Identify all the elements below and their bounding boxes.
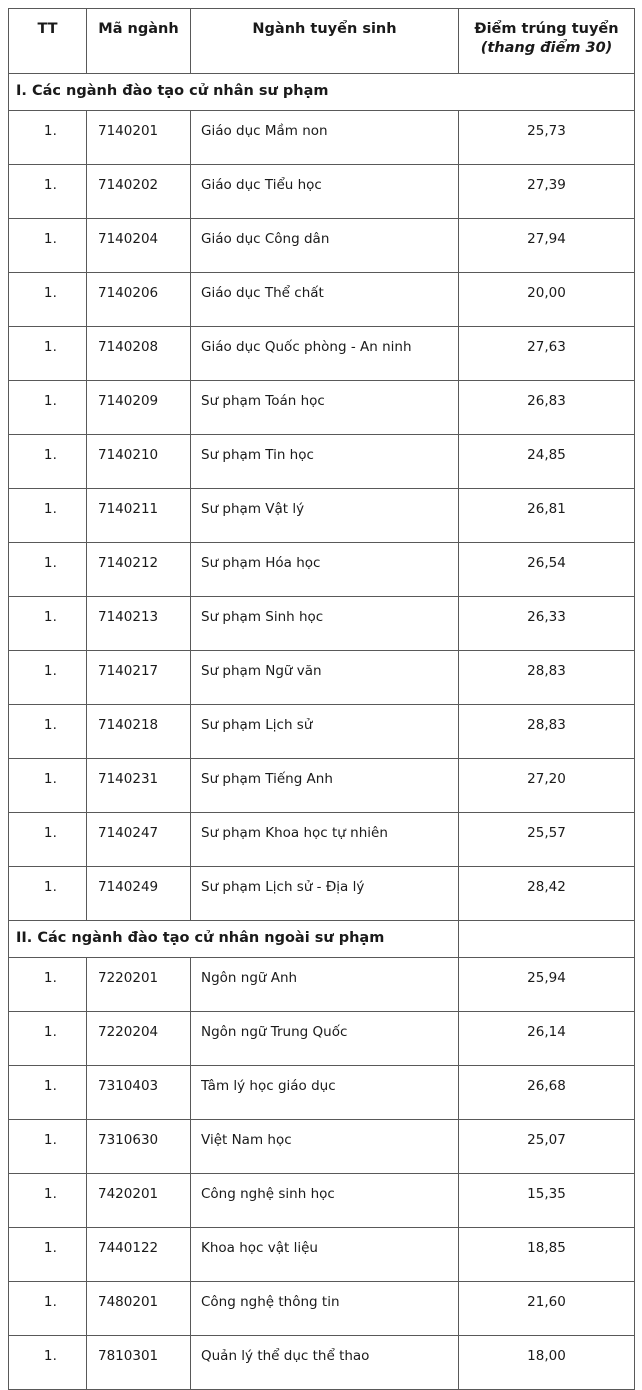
cell-index: 1. bbox=[9, 1336, 87, 1390]
cell-major-name: Tâm lý học giáo dục bbox=[191, 1066, 459, 1120]
cell-major-code: 7220201 bbox=[87, 958, 191, 1012]
table-row bbox=[9, 958, 635, 1012]
cell-major-code: 7140213 bbox=[87, 597, 191, 651]
table-row bbox=[9, 1282, 635, 1336]
table-row bbox=[9, 165, 635, 219]
table-row bbox=[9, 381, 635, 435]
cell-major-code: 7140206 bbox=[87, 273, 191, 327]
cell-major-name: Giáo dục Quốc phòng - An ninh bbox=[191, 327, 459, 381]
cell-score: 25,94 bbox=[459, 958, 635, 1012]
cell-major-code: 7310403 bbox=[87, 1066, 191, 1120]
cell-index: 1. bbox=[9, 867, 87, 921]
cell-score: 26,83 bbox=[459, 381, 635, 435]
table-row bbox=[9, 1228, 635, 1282]
column-header-score bbox=[459, 9, 635, 74]
cell-index: 1. bbox=[9, 1228, 87, 1282]
cell-major-name: Giáo dục Tiểu học bbox=[191, 165, 459, 219]
cell-index: 1. bbox=[9, 543, 87, 597]
cell-score: 21,60 bbox=[459, 1282, 635, 1336]
cell-major-code: 7140211 bbox=[87, 489, 191, 543]
cell-index: 1. bbox=[9, 165, 87, 219]
cell-major-code: 7420201 bbox=[87, 1174, 191, 1228]
cell-major-name: Việt Nam học bbox=[191, 1120, 459, 1174]
cell-score: 18,00 bbox=[459, 1336, 635, 1390]
cell-score: 28,83 bbox=[459, 651, 635, 705]
section-header-score-empty-cell bbox=[459, 921, 635, 958]
section-header-label: I. Các ngành đào tạo cử nhân sư phạm bbox=[9, 74, 635, 111]
cell-index: 1. bbox=[9, 1174, 87, 1228]
table-row bbox=[9, 759, 635, 813]
cell-score: 26,14 bbox=[459, 1012, 635, 1066]
cell-index: 1. bbox=[9, 705, 87, 759]
table-row bbox=[9, 219, 635, 273]
cell-major-code: 7140212 bbox=[87, 543, 191, 597]
cell-major-name: Sư phạm Tin học bbox=[191, 435, 459, 489]
cell-score: 27,63 bbox=[459, 327, 635, 381]
cell-score: 24,85 bbox=[459, 435, 635, 489]
column-header-score-main: Điểm trúng tuyển bbox=[474, 21, 619, 37]
table-row bbox=[9, 1174, 635, 1228]
cell-major-name: Sư phạm Vật lý bbox=[191, 489, 459, 543]
cell-major-name: Công nghệ sinh học bbox=[191, 1174, 459, 1228]
table-row bbox=[9, 435, 635, 489]
table-row bbox=[9, 327, 635, 381]
cell-index: 1. bbox=[9, 958, 87, 1012]
table-row bbox=[9, 111, 635, 165]
cell-index: 1. bbox=[9, 111, 87, 165]
cell-index: 1. bbox=[9, 327, 87, 381]
column-header-score-sublabel: (thang điểm 30) bbox=[480, 40, 613, 57]
cell-index: 1. bbox=[9, 219, 87, 273]
cell-major-name: Sư phạm Ngữ văn bbox=[191, 651, 459, 705]
cell-major-code: 7140210 bbox=[87, 435, 191, 489]
cell-score: 25,73 bbox=[459, 111, 635, 165]
cell-major-code: 7140204 bbox=[87, 219, 191, 273]
cell-score: 15,35 bbox=[459, 1174, 635, 1228]
cell-major-code: 7140217 bbox=[87, 651, 191, 705]
cell-score: 25,57 bbox=[459, 813, 635, 867]
cell-major-code: 7140208 bbox=[87, 327, 191, 381]
cell-index: 1. bbox=[9, 1012, 87, 1066]
cell-major-name: Sư phạm Lịch sử bbox=[191, 705, 459, 759]
cell-major-name: Khoa học vật liệu bbox=[191, 1228, 459, 1282]
cell-score: 27,39 bbox=[459, 165, 635, 219]
cell-major-name: Sư phạm Hóa học bbox=[191, 543, 459, 597]
header-row bbox=[9, 9, 635, 74]
cell-major-code: 7310630 bbox=[87, 1120, 191, 1174]
section-header-row bbox=[9, 921, 635, 958]
table-row bbox=[9, 867, 635, 921]
cell-index: 1. bbox=[9, 435, 87, 489]
cell-major-name: Ngôn ngữ Anh bbox=[191, 958, 459, 1012]
table-row bbox=[9, 1012, 635, 1066]
table-row bbox=[9, 273, 635, 327]
cell-major-code: 7140202 bbox=[87, 165, 191, 219]
cell-score: 26,54 bbox=[459, 543, 635, 597]
cell-major-code: 7140218 bbox=[87, 705, 191, 759]
cell-major-name: Công nghệ thông tin bbox=[191, 1282, 459, 1336]
table-row bbox=[9, 1336, 635, 1390]
cell-major-name: Ngôn ngữ Trung Quốc bbox=[191, 1012, 459, 1066]
cell-major-code: 7480201 bbox=[87, 1282, 191, 1336]
cell-score: 27,94 bbox=[459, 219, 635, 273]
table-row bbox=[9, 813, 635, 867]
cell-index: 1. bbox=[9, 489, 87, 543]
column-header-code: Mã ngành bbox=[87, 9, 191, 74]
cell-major-code: 7440122 bbox=[87, 1228, 191, 1282]
cell-score: 25,07 bbox=[459, 1120, 635, 1174]
cell-major-name: Sư phạm Sinh học bbox=[191, 597, 459, 651]
cell-index: 1. bbox=[9, 759, 87, 813]
cell-major-code: 7140209 bbox=[87, 381, 191, 435]
cell-score: 27,20 bbox=[459, 759, 635, 813]
cell-major-code: 7140247 bbox=[87, 813, 191, 867]
cell-index: 1. bbox=[9, 1066, 87, 1120]
column-header-tt: TT bbox=[9, 9, 87, 74]
cell-index: 1. bbox=[9, 597, 87, 651]
section-header-label: II. Các ngành đào tạo cử nhân ngoài sư phạm bbox=[9, 921, 459, 958]
table-row bbox=[9, 1066, 635, 1120]
cell-score: 20,00 bbox=[459, 273, 635, 327]
cell-index: 1. bbox=[9, 273, 87, 327]
table-row bbox=[9, 597, 635, 651]
table-row bbox=[9, 705, 635, 759]
section-header-row bbox=[9, 74, 635, 111]
cell-major-code: 7140201 bbox=[87, 111, 191, 165]
cell-score: 26,81 bbox=[459, 489, 635, 543]
cell-major-code: 7140231 bbox=[87, 759, 191, 813]
table-row bbox=[9, 489, 635, 543]
table-row bbox=[9, 543, 635, 597]
cell-major-name: Sư phạm Lịch sử - Địa lý bbox=[191, 867, 459, 921]
cell-score: 28,42 bbox=[459, 867, 635, 921]
table-row bbox=[9, 1120, 635, 1174]
admission-score-table bbox=[8, 8, 635, 1390]
column-header-major: Ngành tuyển sinh bbox=[191, 9, 459, 74]
cell-major-code: 7140249 bbox=[87, 867, 191, 921]
cell-major-name: Giáo dục Mầm non bbox=[191, 111, 459, 165]
cell-score: 28,83 bbox=[459, 705, 635, 759]
cell-index: 1. bbox=[9, 381, 87, 435]
cell-major-code: 7810301 bbox=[87, 1336, 191, 1390]
cell-score: 26,33 bbox=[459, 597, 635, 651]
cell-index: 1. bbox=[9, 651, 87, 705]
cell-major-name: Sư phạm Toán học bbox=[191, 381, 459, 435]
table-row bbox=[9, 651, 635, 705]
cell-major-name: Giáo dục Thể chất bbox=[191, 273, 459, 327]
cell-major-code: 7220204 bbox=[87, 1012, 191, 1066]
table-body bbox=[9, 74, 635, 1390]
cell-score: 26,68 bbox=[459, 1066, 635, 1120]
cell-major-name: Sư phạm Khoa học tự nhiên bbox=[191, 813, 459, 867]
table-header bbox=[9, 9, 635, 74]
cell-major-name: Sư phạm Tiếng Anh bbox=[191, 759, 459, 813]
cell-index: 1. bbox=[9, 813, 87, 867]
cell-major-name: Quản lý thể dục thể thao bbox=[191, 1336, 459, 1390]
cell-index: 1. bbox=[9, 1120, 87, 1174]
cell-score: 18,85 bbox=[459, 1228, 635, 1282]
cell-index: 1. bbox=[9, 1282, 87, 1336]
cell-major-name: Giáo dục Công dân bbox=[191, 219, 459, 273]
